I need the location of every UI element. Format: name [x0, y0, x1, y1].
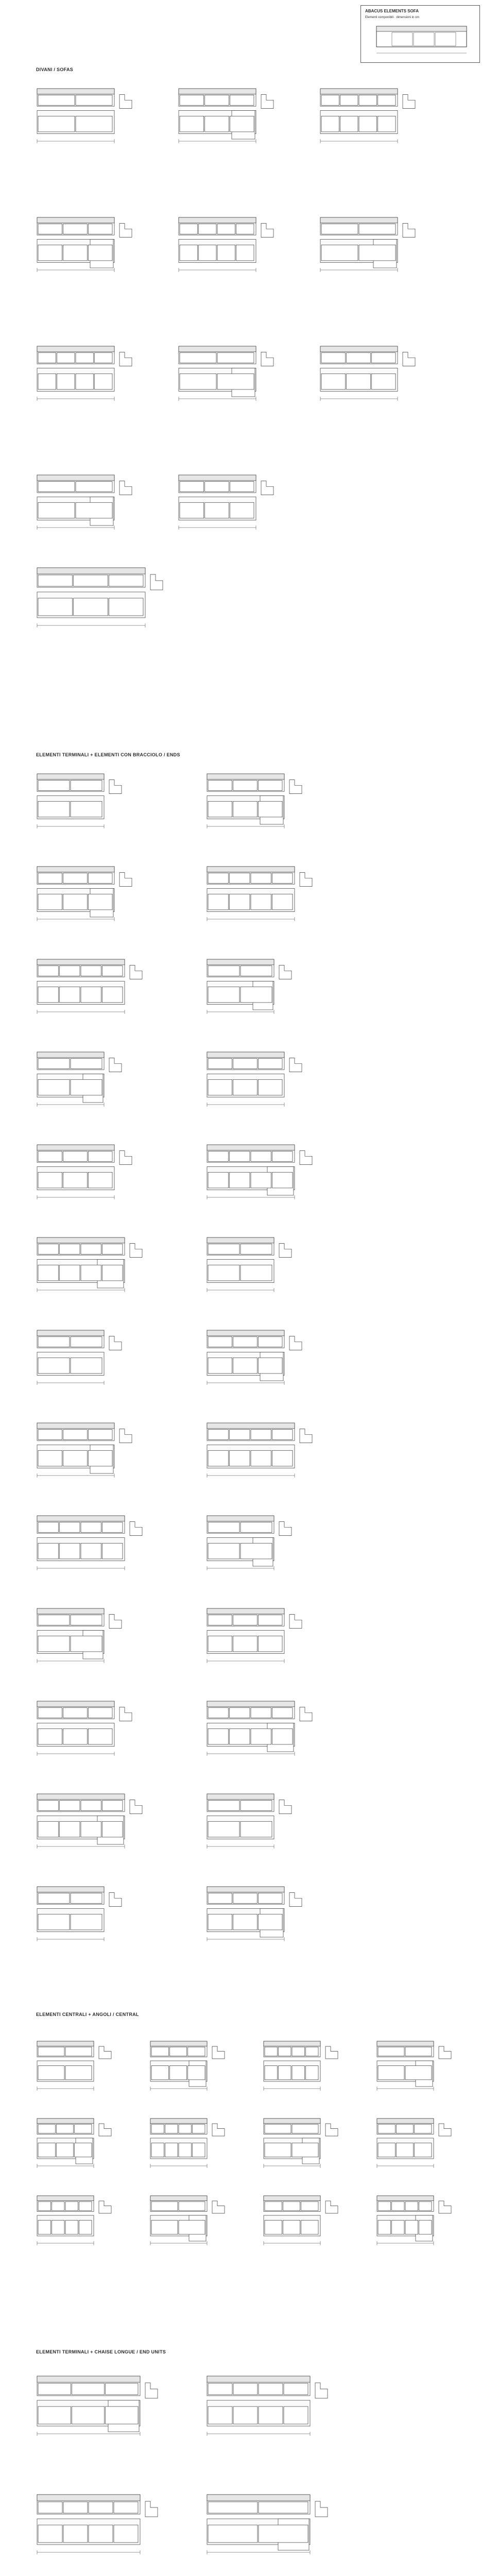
- sofa-plan-drawing-49: [376, 2195, 453, 2250]
- sofa-plan-drawing-31: [206, 1607, 304, 1668]
- sofa-plan-drawing-41: [376, 2040, 453, 2096]
- sofa-plan-drawing-8: [319, 345, 417, 406]
- sofa-plan-drawing-18: [36, 1051, 124, 1112]
- sofa-plan-drawing-10: [178, 474, 276, 535]
- sofa-plan-drawing-5: [319, 216, 417, 277]
- sofa-plan-drawing-38: [36, 2040, 113, 2096]
- sofa-plan-drawing-40: [263, 2040, 340, 2096]
- cover-title: ABACUS ELEMENTS SOFA: [365, 9, 419, 13]
- sofa-plan-drawing-12: [36, 773, 124, 834]
- sofa-plan-drawing-35: [206, 1793, 294, 1854]
- sofa-plan-drawing-43: [149, 2117, 227, 2173]
- sofa-plan-drawing-32: [36, 1700, 134, 1761]
- section-title-ends: ELEMENTI TERMINALI + ELEMENTI CON BRACCIOLO / ENDS: [36, 752, 180, 757]
- section-title-sofas: DIVANI / SOFAS: [36, 67, 74, 72]
- cover-note: Elementi componibili · dimensioni in cm: [365, 16, 420, 19]
- sofa-plan-drawing-45: [376, 2117, 453, 2173]
- sofa-plan-drawing-19: [206, 1051, 304, 1112]
- sofa-plan-drawing-28: [36, 1515, 144, 1575]
- sofa-plan-drawing-44: [263, 2117, 340, 2173]
- sofa-plan-drawing-50: [36, 2375, 160, 2441]
- sofa-plan-drawing-17: [206, 958, 294, 1019]
- sofa-plan-drawing-22: [36, 1236, 144, 1297]
- sofa-plan-drawing-29: [206, 1515, 294, 1575]
- sofa-plan-drawing-39: [149, 2040, 227, 2096]
- sofa-plan-drawing-26: [36, 1422, 134, 1483]
- sofa-plan-drawing-27: [206, 1422, 314, 1483]
- section-title-central: ELEMENTI CENTRALI + ANGOLI / CENTRAL: [36, 2012, 139, 2017]
- sofa-plan-drawing-15: [206, 866, 314, 926]
- sofa-plan-drawing-30: [36, 1607, 124, 1668]
- cover-sofa-drawing: [361, 6, 479, 62]
- sofa-plan-drawing-52: [36, 2494, 160, 2560]
- sofa-plan-drawing-37: [206, 1886, 304, 1946]
- sofa-plan-drawing-48: [263, 2195, 340, 2250]
- sofa-plan-drawing-16: [36, 958, 144, 1019]
- sofa-plan-drawing-9: [36, 474, 134, 535]
- cover-box-top: [360, 5, 480, 63]
- sofa-plan-drawing-33: [206, 1700, 314, 1761]
- sofa-plan-drawing-13: [206, 773, 304, 834]
- sofa-plan-drawing-36: [36, 1886, 124, 1946]
- sofa-plan-drawing-14: [36, 866, 134, 926]
- sofa-plan-drawing-3: [36, 216, 134, 277]
- sofa-plan-drawing-51: [206, 2375, 330, 2441]
- sofa-plan-drawing-2: [319, 88, 417, 148]
- sofa-plan-drawing-25: [206, 1329, 304, 1390]
- sofa-plan-drawing-46: [36, 2195, 113, 2250]
- sofa-plan-drawing-53: [206, 2494, 330, 2560]
- sofa-plan-drawing-1: [178, 88, 276, 148]
- sofa-plan-drawing-24: [36, 1329, 124, 1390]
- sofa-plan-drawing-42: [36, 2117, 113, 2173]
- sofa-plan-drawing-21: [206, 1144, 314, 1205]
- sofa-plan-drawing-47: [149, 2195, 227, 2250]
- sofa-plan-drawing-7: [178, 345, 276, 406]
- sofa-plan-drawing-34: [36, 1793, 144, 1854]
- sofa-plan-drawing-6: [36, 345, 134, 406]
- sofa-plan-drawing-20: [36, 1144, 134, 1205]
- sofa-plan-drawing-23: [206, 1236, 294, 1297]
- section-title-end-units: ELEMENTI TERMINALI + CHAISE LONGUE / END UNITS: [36, 2349, 166, 2354]
- sofa-plan-drawing-0: [36, 88, 134, 148]
- sofa-plan-drawing-4: [178, 216, 276, 277]
- sofa-plan-drawing-11: [36, 567, 165, 633]
